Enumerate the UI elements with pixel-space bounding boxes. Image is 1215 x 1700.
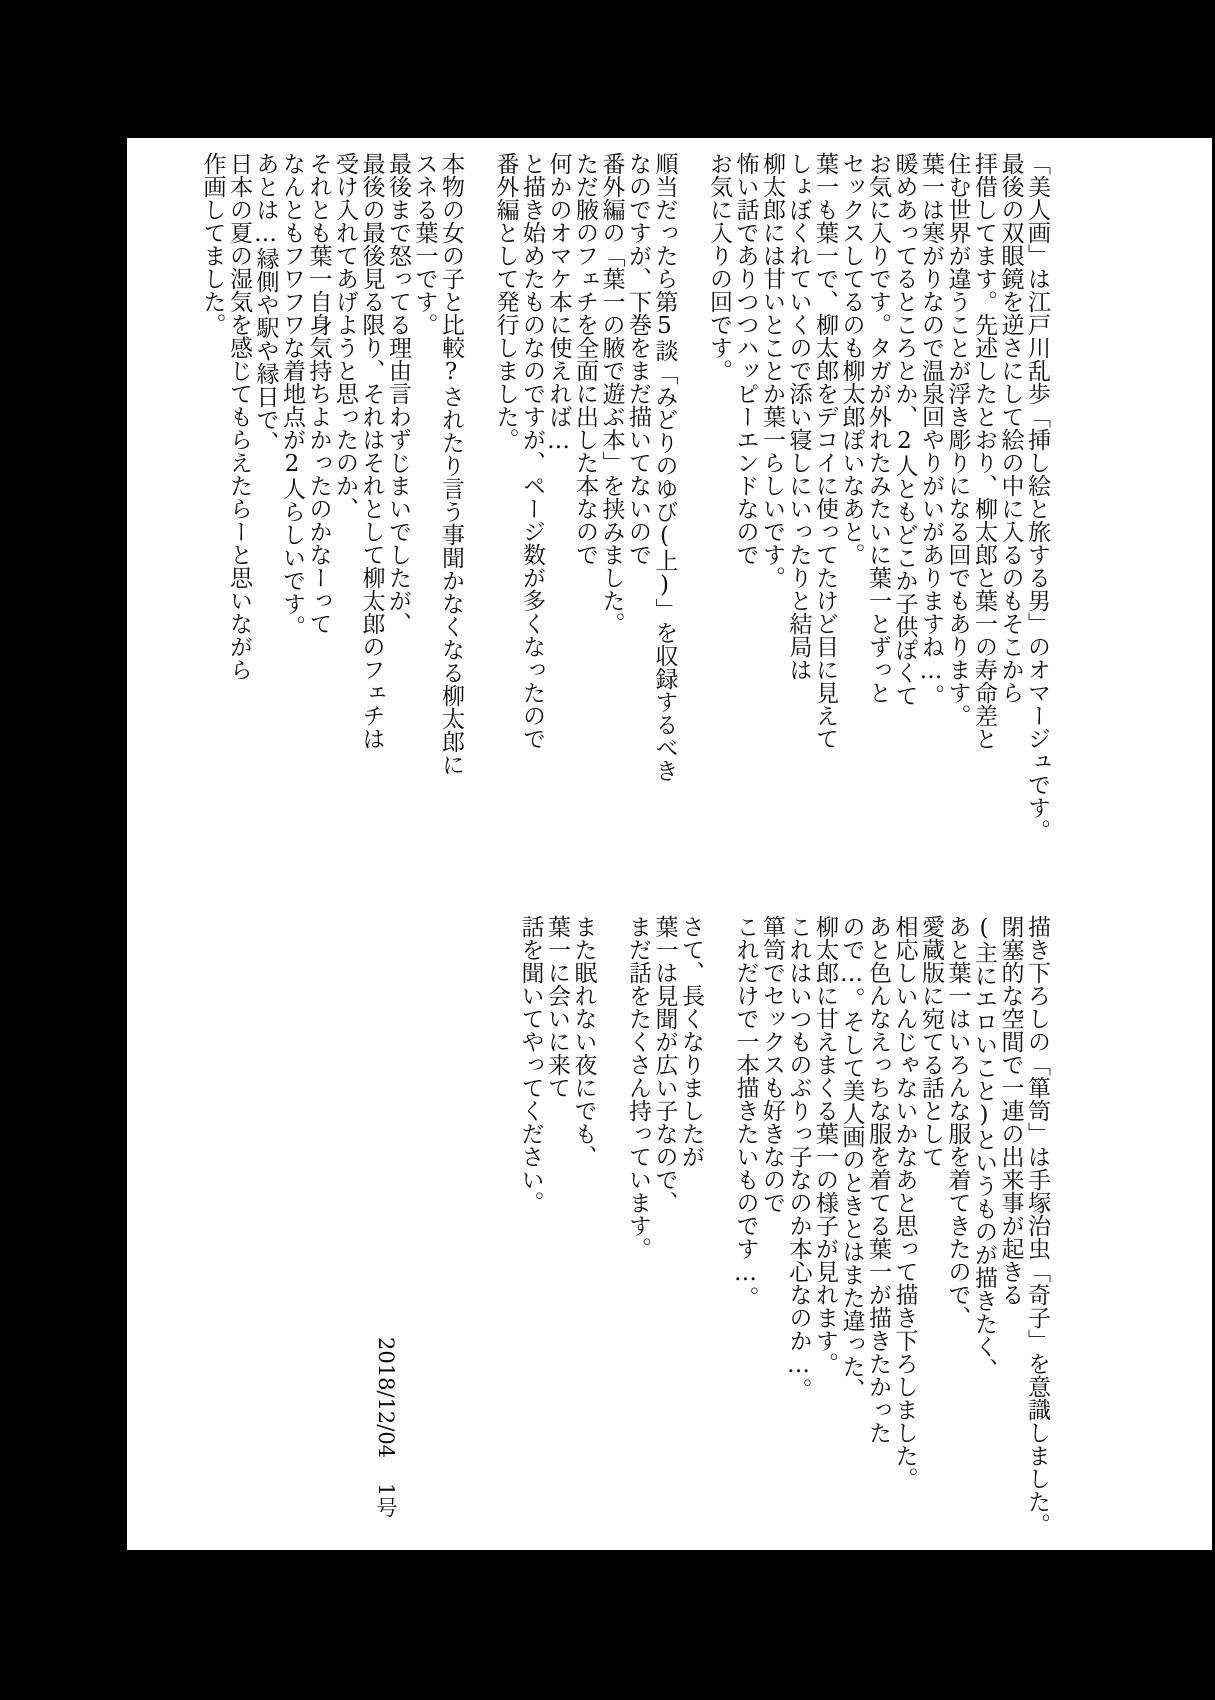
text-column: これだけで一本描きたいものです…。 [732, 915, 759, 1309]
text-column: 葉一は見聞が広い子なので、 [651, 915, 678, 1214]
paragraph [492, 152, 678, 866]
text-column: 柳太郎には甘いとことか葉一らしいです。 [759, 152, 785, 589]
text-column: 暖めあってるところとか、2人ともどこか子供ぽくて [891, 152, 918, 707]
text-column: あと色んなえっちな服を着てる葉一が描きたかった [865, 915, 891, 1444]
text-column: 「美人画」は江戸川乱歩「挿し絵と旅する男」のオマージュです。 [1024, 152, 1050, 842]
text-column: 葉一は寒がりなので温泉回やりがいがありますね…。 [918, 152, 944, 707]
text-column: 相応しいんじゃないかなあと思って描き下ろしました。 [891, 915, 918, 1490]
text-column: 作画してました。 [199, 152, 226, 336]
text-column: しょぼくれていくので添い寝しにいったりと結局は [785, 152, 812, 681]
paragraph [199, 152, 464, 866]
text-column: あとは…縁側や駅や縁日で、 [252, 152, 279, 454]
text-column: 番外編として発行しました。 [492, 152, 519, 451]
text-column: 葉一に会いに来て [544, 915, 570, 1099]
paragraph [625, 915, 705, 1549]
text-column: と描き始めたものなのですが、ページ数が多くなったので [519, 152, 545, 750]
text-column: 受け入れてあげようと思ったのか、 [332, 152, 358, 520]
text-column: なのですが、下巻をまだ描いてないので [625, 152, 651, 566]
text-column: (主にエロいこと)というものが描きたく、 [971, 915, 997, 1381]
paper-page [127, 138, 1212, 1550]
text-column: 拝借してます。先述したとおり、柳太郎と葉一の寿命差と [971, 152, 997, 750]
text-column: 怖い話でありつつハッピーエンドなので [732, 152, 759, 566]
paragraph [732, 915, 1050, 1549]
text-column: ので…。そして美人画のときとはまた違った、 [838, 915, 865, 1401]
text-column: 最後まで怒ってる理由言わずじまいでしたが、 [385, 152, 411, 635]
colophon-issue-number: 1号 [374, 1482, 398, 1518]
text-column: ただ腋のフェチを全面に出した本なので [572, 152, 598, 566]
text-column: 最後の最後見る限り、それはそれとして柳太郎のフェチは [358, 152, 385, 750]
text-column: スネる葉一です。 [411, 152, 438, 336]
text-column: 閉塞的な空間で一連の出来事が起きる [997, 915, 1024, 1306]
paragraph [706, 152, 1051, 866]
text-column: 本物の女の子と比較?されたり言う事聞かなくなる柳太郎に [438, 152, 464, 776]
afterword-text-bottom [517, 915, 1050, 1549]
text-column: セックスしてるのも柳太郎ぽいなあと。 [838, 152, 865, 566]
afterword-text-top [199, 152, 1050, 866]
text-column: 順当だったら第5談「みどりのゆび(上)」を収録するべき [651, 152, 678, 782]
text-column: お気に入りの回です。 [706, 152, 732, 382]
text-column: 箪笥でセックスも好きなので [759, 915, 785, 1214]
text-column: まだ話をたくさん持っています。 [625, 915, 651, 1260]
text-column: 番外編の「葉一の腋で遊ぶ本」を挟みました。 [598, 152, 625, 635]
text-column: 柳太郎に甘えまくる葉一の様子が見れます。 [812, 915, 838, 1375]
text-column: あと葉一はいろんな服を着てきたので、 [944, 915, 971, 1329]
text-column: 葉一も葉一で、柳太郎をデコイに使ってたけど目に見えて [812, 152, 838, 750]
text-column: それとも葉一自身気持ちよかったのかなーって [305, 152, 332, 635]
text-column: 話を聞いてやってください。 [517, 915, 544, 1214]
text-column: 描き下ろしの「箪笥」は手塚治虫「奇子」を意識しました。 [1024, 915, 1050, 1536]
text-column: 日本の夏の湿気を感じてもらえたらーと思いながら [226, 152, 252, 681]
text-column: なんともフワフワな着地点が2人らしいです。 [279, 152, 305, 638]
paragraph [517, 915, 597, 1549]
text-column: 何かのオマケ本に使えれば… [545, 152, 572, 454]
text-column: これはいつものぶりっ子なのか本心なのか…。 [785, 915, 812, 1401]
text-column: 愛蔵版に宛てる話として [918, 915, 944, 1168]
text-column: お気に入りです。タガが外れたみたいに葉一とずっと [865, 152, 891, 704]
text-column: さて、長くなりましたが [678, 915, 704, 1168]
colophon-date: 2018/12/04 [374, 1337, 398, 1459]
text-column: 住む世界が違うことが浮き彫りになる回でもあります。 [944, 152, 971, 727]
text-column: また眠れない夜にでも、 [570, 915, 597, 1168]
colophon [373, 1337, 399, 1682]
text-column: 最後の双眼鏡を逆さにして絵の中に入るのもそこから [997, 152, 1024, 704]
